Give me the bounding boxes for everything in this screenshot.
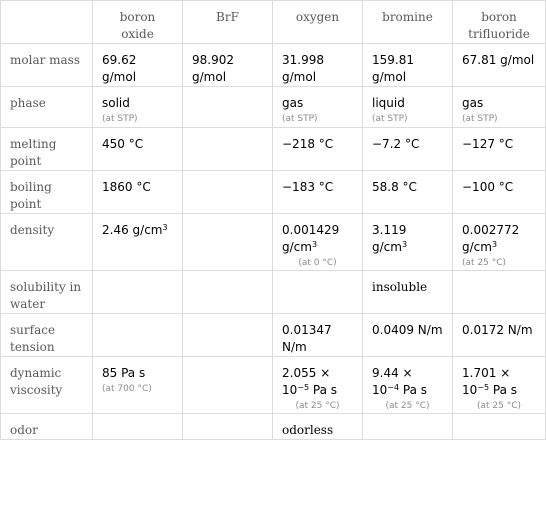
phase-note: (at STP) (282, 114, 318, 124)
density-unit-exponent: 3 (401, 240, 408, 249)
cell-viscosity-bromine (363, 357, 453, 414)
viscosity-unit: Pa s (402, 383, 428, 397)
density-value: 2.46 (102, 223, 129, 237)
cell-molar-mass-brf: 98.902 g/mol (183, 44, 273, 87)
cell-melting-point-boron-trifluoride: −127 °C (453, 128, 546, 171)
density-note: (at 0 °C) (298, 258, 337, 268)
cell-odor-bromine (363, 414, 453, 440)
phase-note: (at STP) (462, 114, 498, 124)
viscosity-unit: Pa s (492, 383, 518, 397)
viscosity-exponent: −5 (477, 383, 490, 392)
cell-melting-point-brf (183, 128, 273, 171)
cell-molar-mass-boron-oxide: 69.62 g/mol (93, 44, 183, 87)
table-row (1, 87, 546, 128)
cell-boiling-point-boron-trifluoride: −100 °C (453, 171, 546, 214)
viscosity-unit: Pa s (312, 383, 338, 397)
row-header-melting-point: melting point (1, 128, 93, 171)
cell-density-boron-oxide (93, 214, 183, 271)
cell-surface-tension-brf (183, 314, 273, 357)
viscosity-exponent: −5 (297, 383, 310, 392)
cell-solubility-boron-oxide (93, 271, 183, 314)
phase-value: liquid (372, 96, 405, 110)
density-unit: g/cm (462, 240, 492, 254)
cell-phase-bromine (363, 87, 453, 128)
cell-boiling-point-boron-oxide: 1860 °C (93, 171, 183, 214)
phase-value: gas (462, 96, 484, 110)
cell-odor-boron-trifluoride (453, 414, 546, 440)
column-header-brf: BrF (183, 1, 273, 44)
viscosity-times-ten: × 10 (462, 366, 511, 397)
column-header-boron-trifluoride: boron trifluoride (453, 1, 546, 44)
density-unit: g/cm (132, 223, 163, 237)
cell-viscosity-boron-trifluoride (453, 357, 546, 414)
cell-molar-mass-bromine: 159.81 g/mol (363, 44, 453, 87)
cell-odor-brf (183, 414, 273, 440)
density-value: 3.119 (372, 223, 407, 237)
cell-viscosity-brf (183, 357, 273, 414)
phase-note: (at STP) (102, 114, 138, 124)
density-value: 0.002772 (462, 223, 520, 237)
row-header-molar-mass: molar mass (1, 44, 93, 87)
table-row (1, 314, 546, 357)
cell-phase-oxygen (273, 87, 363, 128)
density-unit-exponent: 3 (162, 223, 168, 232)
header-corner (1, 1, 93, 44)
row-header-solubility: solubility in water (1, 271, 93, 314)
table-row (1, 171, 546, 214)
table-row (1, 128, 546, 171)
cell-molar-mass-boron-trifluoride: 67.81 g/mol (453, 44, 546, 87)
cell-odor-oxygen: odorless (273, 414, 363, 440)
cell-density-boron-trifluoride (453, 214, 546, 271)
viscosity-mantissa: 9.44 (372, 366, 399, 380)
viscosity-note: (at 25 °C) (385, 401, 430, 411)
density-note: (at 25 °C) (462, 258, 507, 268)
cell-solubility-oxygen (273, 271, 363, 314)
column-header-oxygen: oxygen (273, 1, 363, 44)
viscosity-note: (at 700 °C) (102, 384, 152, 394)
cell-density-oxygen (273, 214, 363, 271)
header-row (1, 1, 546, 44)
column-header-boron-oxide: boron oxide (93, 1, 183, 44)
cell-melting-point-bromine: −7.2 °C (363, 128, 453, 171)
table-row (1, 357, 546, 414)
column-header-bromine: bromine (363, 1, 453, 44)
cell-boiling-point-bromine: 58.8 °C (363, 171, 453, 214)
row-header-density: density (1, 214, 93, 271)
cell-melting-point-boron-oxide: 450 °C (93, 128, 183, 171)
density-unit: g/cm (372, 240, 402, 254)
row-header-viscosity: dynamic viscosity (1, 357, 93, 414)
phase-value: solid (102, 96, 130, 110)
cell-boiling-point-brf (183, 171, 273, 214)
cell-surface-tension-bromine: 0.0409 N/m (363, 314, 453, 357)
cell-phase-boron-trifluoride (453, 87, 546, 128)
row-header-boiling-point: boiling point (1, 171, 93, 214)
viscosity-note: (at 25 °C) (476, 401, 522, 411)
cell-density-bromine (363, 214, 453, 271)
density-value: 0.001429 (282, 223, 340, 237)
table-row (1, 214, 546, 271)
cell-viscosity-oxygen (273, 357, 363, 414)
cell-phase-boron-oxide (93, 87, 183, 128)
cell-melting-point-oxygen: −218 °C (273, 128, 363, 171)
cell-surface-tension-oxygen: 0.01347 N/m (273, 314, 363, 357)
table-row (1, 44, 546, 87)
viscosity-times-ten: × 10 (372, 366, 413, 397)
row-header-surface-tension: surface tension (1, 314, 93, 357)
cell-boiling-point-oxygen: −183 °C (273, 171, 363, 214)
density-unit: g/cm (282, 240, 312, 254)
cell-viscosity-boron-oxide (93, 357, 183, 414)
viscosity-exponent: −4 (387, 383, 400, 392)
table-row (1, 414, 546, 440)
cell-solubility-boron-trifluoride (453, 271, 546, 314)
viscosity-mantissa: 1.701 (462, 366, 497, 380)
cell-odor-boron-oxide (93, 414, 183, 440)
density-unit-exponent: 3 (311, 240, 318, 249)
cell-solubility-bromine: insoluble (363, 271, 453, 314)
viscosity-value: 85 Pa s (102, 366, 146, 380)
table-row (1, 271, 546, 314)
phase-note: (at STP) (372, 114, 408, 124)
cell-surface-tension-boron-trifluoride: 0.0172 N/m (453, 314, 546, 357)
viscosity-note: (at 25 °C) (295, 401, 340, 411)
cell-phase-brf (183, 87, 273, 128)
viscosity-mantissa: 2.055 (282, 366, 317, 380)
cell-solubility-brf (183, 271, 273, 314)
cell-density-brf (183, 214, 273, 271)
row-header-phase: phase (1, 87, 93, 128)
cell-molar-mass-oxygen: 31.998 g/mol (273, 44, 363, 87)
phase-value: gas (282, 96, 304, 110)
density-unit-exponent: 3 (491, 240, 498, 249)
row-header-odor: odor (1, 414, 93, 440)
viscosity-times-ten: × 10 (282, 366, 331, 397)
cell-surface-tension-boron-oxide (93, 314, 183, 357)
